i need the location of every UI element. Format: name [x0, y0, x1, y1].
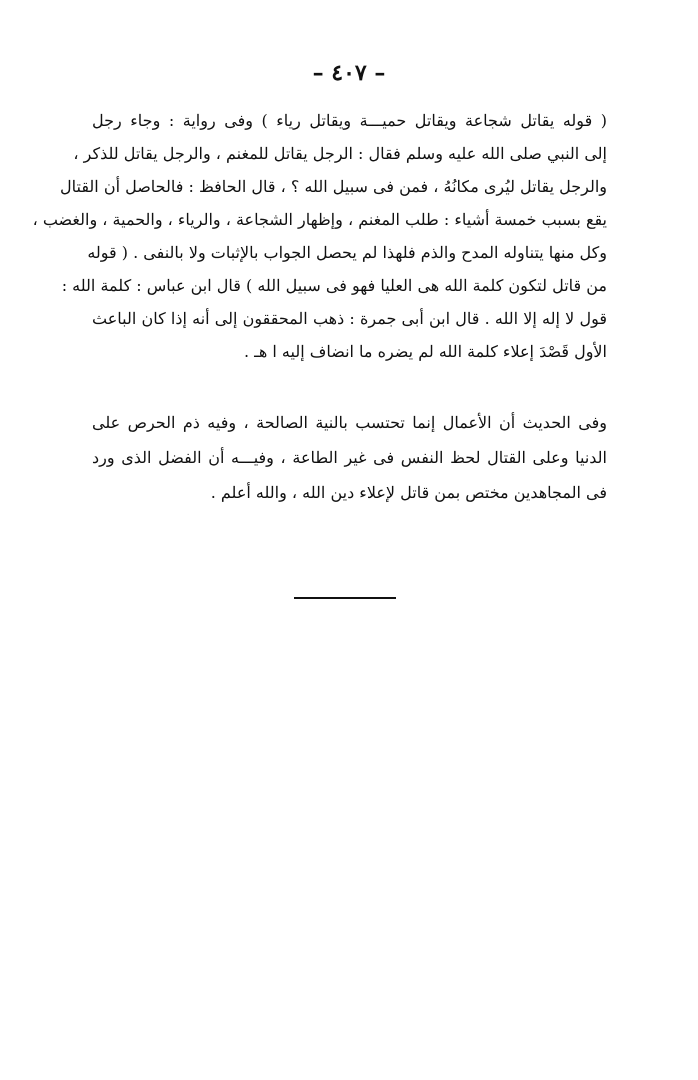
text-line: إلى النبي صلى الله عليه وسلم فقال : الرجل يقاتل للمغنم ، والرجل يقاتل للذكر ،: [73, 144, 607, 163]
text-line: يقع بسبب خمسة أشياء : طلب المغنم ، وإظهار الشجاعة ، والرياء ، والحمية ، والغضب ،: [32, 210, 607, 229]
text-line: وفى الحديث أن الأعمال إنما تحتسب بالنية الصالحة ، وفيه ذم الحرص على: [92, 413, 607, 432]
text-line: من قاتل لتكون كلمة الله هى العليا فهو فى سبيل الله ) قال ابن عباس : كلمة الله :: [61, 276, 607, 295]
text-line: الأول قَصْدَ إعلاء كلمة الله لم يضره ما انضاف إليه ا هـ .: [244, 342, 607, 361]
text-line: وكل منها يتناوله المدح والذم فلهذا لم يحصل الجواب بالإثبات ولا بالنفى . ( قوله: [87, 243, 607, 262]
text-line: ( قوله يقاتل شجاعة ويقاتل حميـــة ويقاتل رياء ) وفى رواية : وجاء رجل: [92, 111, 607, 130]
text-line: الدنيا وعلى القتال لحظ النفس فى غير الطاعة ، وفيـــه أن الفضل الذى ورد: [92, 448, 607, 467]
text-line: والرجل يقاتل ليُرى مكانُهُ ، فمن فى سبيل الله ؟ ، قال الحافظ : فالحاصل أن القتال: [59, 177, 607, 196]
end-rule: [294, 597, 396, 599]
conclusion-paragraph: [92, 405, 607, 510]
commentary-paragraph: [32, 104, 607, 368]
text-line: فى المجاهدين مختص بمن قاتل لإعلاء دين الله ، والله أعلم .: [210, 483, 607, 502]
text-line: قول لا إله إلا الله . قال ابن أبى جمرة : ذهب المحققون إلى أنه إذا كان الباعث: [92, 309, 607, 328]
page-number: – ٤٠٧ –: [312, 60, 386, 86]
